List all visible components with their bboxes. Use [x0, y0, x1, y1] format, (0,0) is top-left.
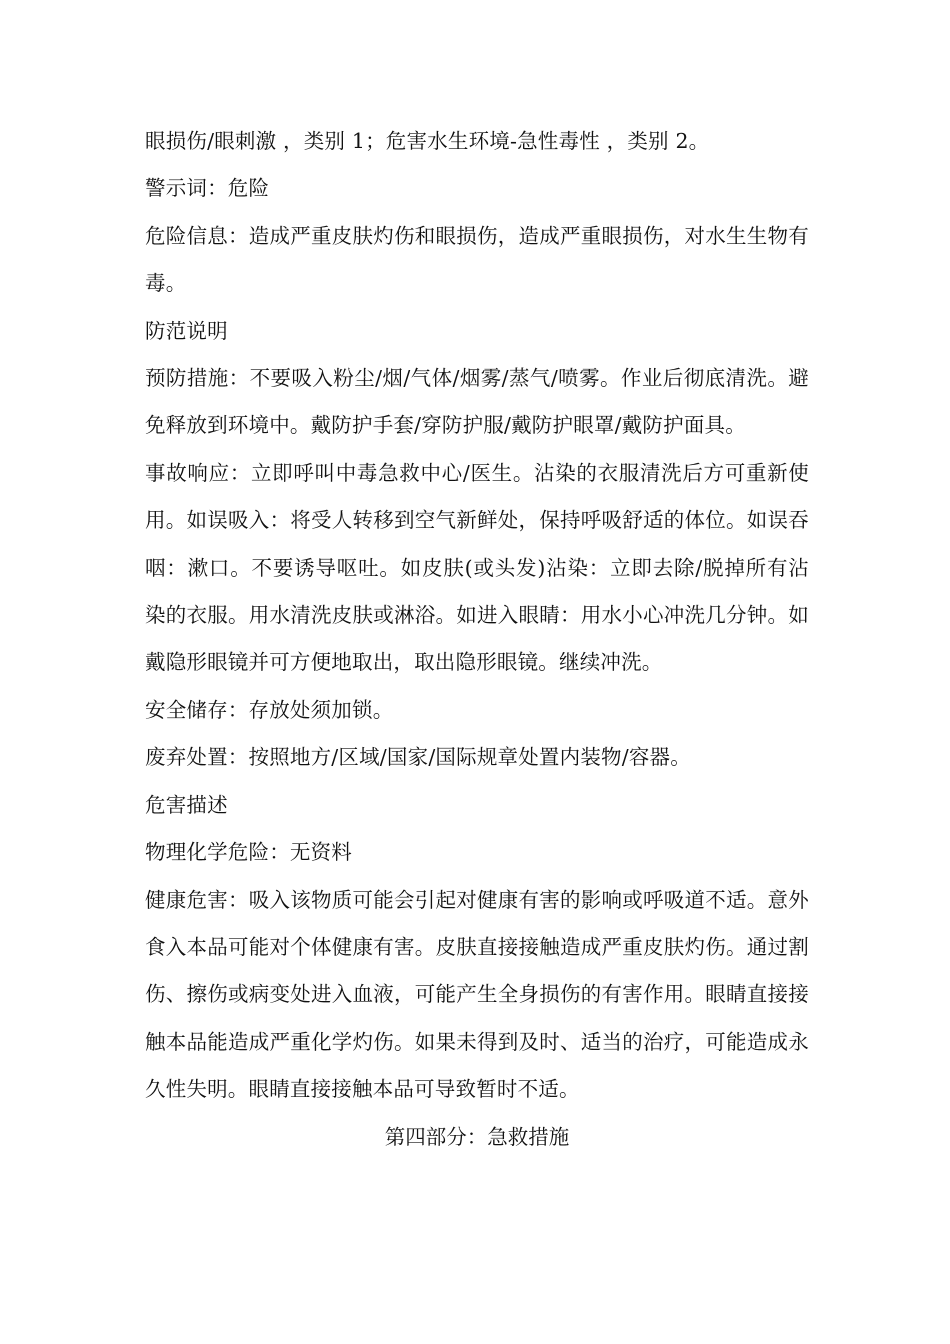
- heading-precautionary-statements: 防范说明: [145, 318, 228, 343]
- heading-hazard-description: 危害描述: [145, 792, 228, 817]
- paragraph-prevention: 预防措施：不要吸入粉尘/烟/气体/烟雾/蒸气/喷雾。作业后彻底清洗。避免释放到环境中。戴防护手套/穿防护服/戴防护眼罩/戴防护面具。: [145, 366, 809, 438]
- paragraph-response: 事故响应：立即呼叫中毒急救中心/医生。沾染的衣服清洗后方可重新使用。如误吸入：将受人转移到空气新鲜处，保持呼吸舒适的体位。如误吞咽：漱口。不要诱导呕吐。如皮肤(或头发)沾染：立即去除/脱掉所有沾染的衣服。用水清洗皮肤或淋浴。如进入眼睛：用水小心冲洗几分钟。如戴隐形眼镜并可方便地取出，取出隐形眼镜。继续冲洗。: [145, 460, 809, 675]
- paragraph-hazard-statements: 危险信息：造成严重皮肤灼伤和眼损伤，造成严重眼损伤，对水生生物有毒。: [145, 223, 809, 296]
- paragraph-health-hazard: 健康危害：吸入该物质可能会引起对健康有害的影响或呼吸道不适。意外食入本品可能对个体健康有害。皮肤直接接触造成严重皮肤灼伤。通过割伤、擦伤或病变处进入血液，可能产生全身损伤的有害作用。眼睛直接接触本品能造成严重化学灼伤。如果未得到及时、适当的治疗，可能造成永久性失明。眼睛直接接触本品可导致暂时不适。: [145, 887, 809, 1102]
- section-heading-first-aid: 第四部分：急救措施: [384, 1124, 570, 1149]
- paragraph-storage: 安全储存：存放处须加锁。: [145, 697, 394, 722]
- paragraph-disposal: 废弃处置：按照地方/区域/国家/国际规章处置内装物/容器。: [145, 745, 691, 770]
- paragraph-signal-word: 警示词：危险: [145, 176, 270, 201]
- paragraph-hazard-categories: 眼损伤/眼刺激 ，类别 1；危害水生环境-急性毒性 ，类别 2。: [145, 129, 710, 153]
- document-body: [145, 118, 809, 1161]
- paragraph-physical-chemical-hazard: 物理化学危险：无资料: [145, 840, 352, 865]
